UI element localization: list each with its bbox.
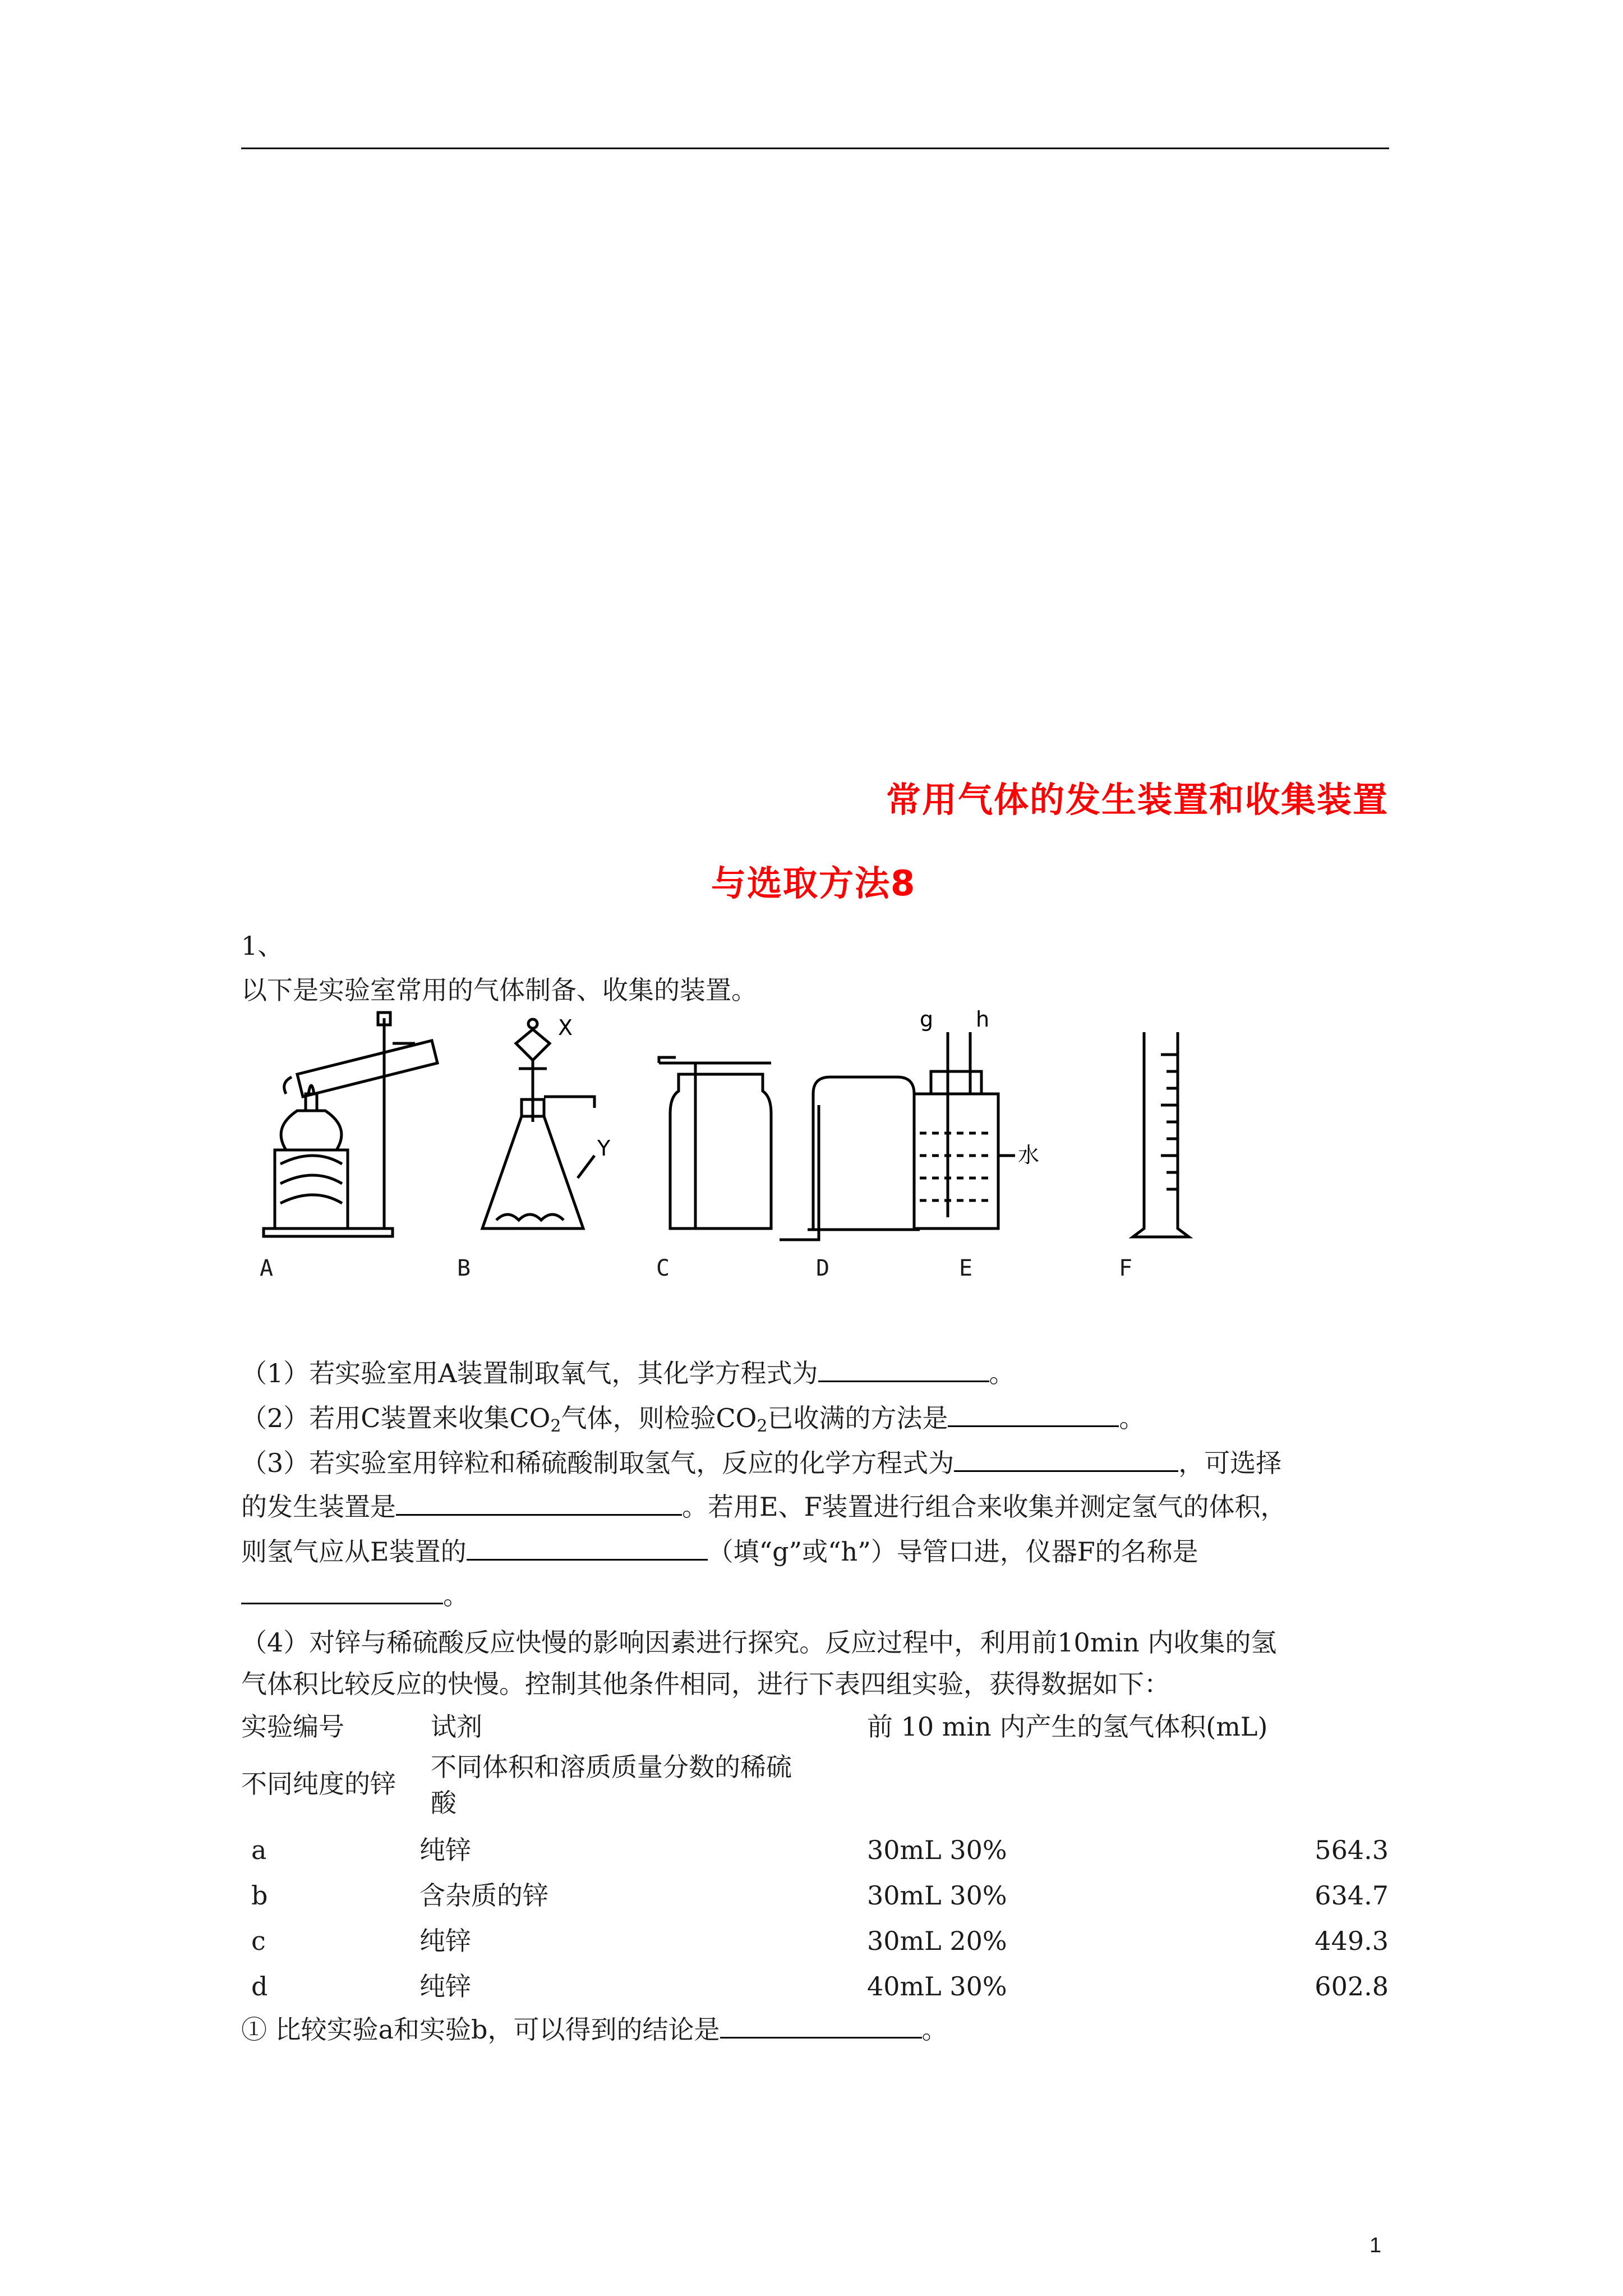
question-3-line3: 则氢气应从E装置的 （填“g”或“h”）导管口进，仪器F的名称是	[241, 1536, 1198, 1567]
figure-label-f: F	[1119, 1255, 1133, 1281]
question-3-line4: 。	[241, 1579, 469, 1612]
question-3-line1: （3）若实验室用锌粒和稀硫酸制取氢气，反应的化学方程式为 ，可选择	[241, 1448, 1282, 1478]
table-header-volume: 前 10 min 内产生的氢气体积(mL)	[867, 1711, 1268, 1742]
document-title-line1: 常用气体的发生装置和收集装置	[886, 779, 1389, 820]
apparatus-e-icon	[914, 1032, 1015, 1228]
figure-label-a: A	[260, 1255, 274, 1281]
question-intro: 以下是实验室常用的气体制备、收集的装置。	[241, 975, 757, 1005]
figure-label-b: B	[457, 1255, 471, 1281]
answer-blank-1[interactable]	[818, 1358, 989, 1382]
question-4-line2: 气体积比较反应的快慢。控制其他条件相同，进行下表四组实验，获得数据如下：	[241, 1669, 1170, 1699]
apparatus-d-icon	[780, 1077, 920, 1240]
question-number: 1、	[241, 931, 284, 961]
apparatus-figure	[247, 1010, 1256, 1245]
answer-blank-3d[interactable]	[241, 1580, 443, 1604]
answer-blank-sub1[interactable]	[720, 2014, 922, 2039]
table-subheader-zinc: 不同纯度的锌	[241, 1769, 396, 1799]
question-4-line1: （4）对锌与稀硫酸反应快慢的影响因素进行探究。反应过程中，利用前10min 内收集的氢	[241, 1627, 1277, 1658]
apparatus-f-icon	[1133, 1032, 1189, 1237]
table-header-id: 实验编号	[241, 1711, 344, 1742]
header-rule	[241, 148, 1389, 149]
apparatus-c-icon	[659, 1057, 771, 1228]
answer-blank-3c[interactable]	[467, 1536, 708, 1561]
apparatus-a-icon	[264, 1013, 437, 1236]
label-h: h	[976, 1010, 990, 1032]
figure-label-e: E	[959, 1255, 973, 1281]
question-3-line2: 的发生装置是 。若用E、F装置进行组合来收集并测定氢气的体积，	[241, 1492, 1287, 1522]
answer-blank-3b[interactable]	[396, 1492, 682, 1516]
apparatus-b-icon	[482, 1019, 594, 1228]
question-2: （2）若用C装置来收集$CO_2$气体，则检验$CO_2$已收满的方法是 。	[241, 1403, 1145, 1436]
document-title-line2: 与选取方法8	[711, 863, 916, 904]
label-x: X	[558, 1015, 573, 1040]
answer-blank-2[interactable]	[948, 1403, 1119, 1427]
sub-question-1: ① 比较实验a和实验b，可以得到的结论是 。	[241, 2014, 948, 2045]
page-number: 1	[1370, 2234, 1382, 2257]
question-1: （1）若实验室用A装置制取氧气，其化学方程式为 。	[241, 1358, 1015, 1388]
answer-blank-3a[interactable]	[954, 1448, 1178, 1472]
figure-label-c: C	[656, 1255, 670, 1281]
label-y: Y	[597, 1136, 611, 1161]
table-header-reagent: 试剂	[431, 1711, 482, 1742]
table-subheader-acid: 不同体积和溶质质量分数的稀硫	[431, 1752, 792, 1782]
label-water: 水	[1018, 1143, 1040, 1167]
label-g: g	[920, 1010, 934, 1032]
figure-label-d: D	[816, 1255, 830, 1281]
table-subheader-acid-cont: 酸	[431, 1788, 457, 1818]
